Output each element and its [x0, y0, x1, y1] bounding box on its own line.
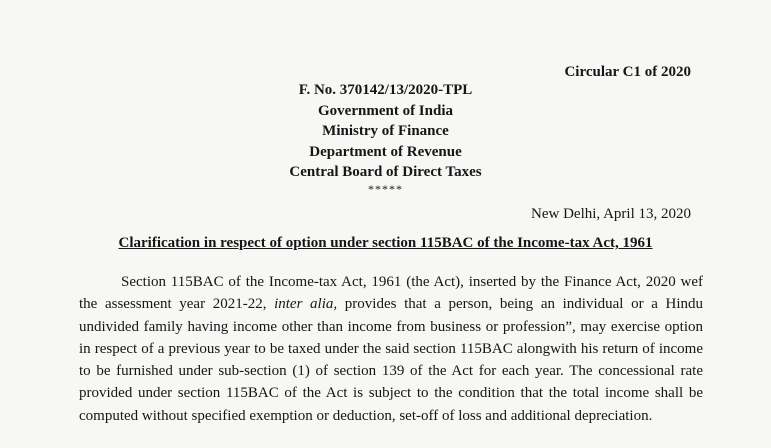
- board-name: Central Board of Direct Taxes: [289, 164, 482, 180]
- ministry-name: Ministry of Finance: [322, 123, 449, 139]
- file-number: F. No. 370142/13/2020-TPL: [298, 82, 473, 98]
- paragraph-italic-phrase: inter alia,: [274, 296, 338, 313]
- circular-number: Circular C1 of 2020: [564, 64, 691, 80]
- paragraph-text-part2: provides that a person, being an individual or a Hindu undivided family having income other than income from business or profession”, may exercise option in respect of a previous year to be taxed under the said section 115BAC alongwith his return of income to be furnished under sub-section (1) of section 139 of the Act for each year. The concessional rate provided under section 115BAC of the Act is subject to the condition that the total income shall be computed without specified exemption or deduction, set-off of loss and additional depreciation.: [79, 296, 703, 424]
- body-paragraph: [79, 271, 703, 427]
- government-name: Government of India: [318, 102, 453, 119]
- paragraph-text-part1: Section 115BAC of the Income-tax Act, 1961 (the Act), inserted by the Finance Act, 2020 wef the assessment year 2021-22,: [79, 274, 703, 313]
- letterhead: [0, 80, 771, 195]
- place-date: New Delhi, April 13, 2020: [531, 206, 691, 222]
- separator-stars: *****: [368, 181, 403, 196]
- subject-heading: Clarification in respect of option under section 115BAC of the Income-tax Act, 1961: [118, 235, 653, 251]
- department-name: Department of Revenue: [309, 143, 462, 160]
